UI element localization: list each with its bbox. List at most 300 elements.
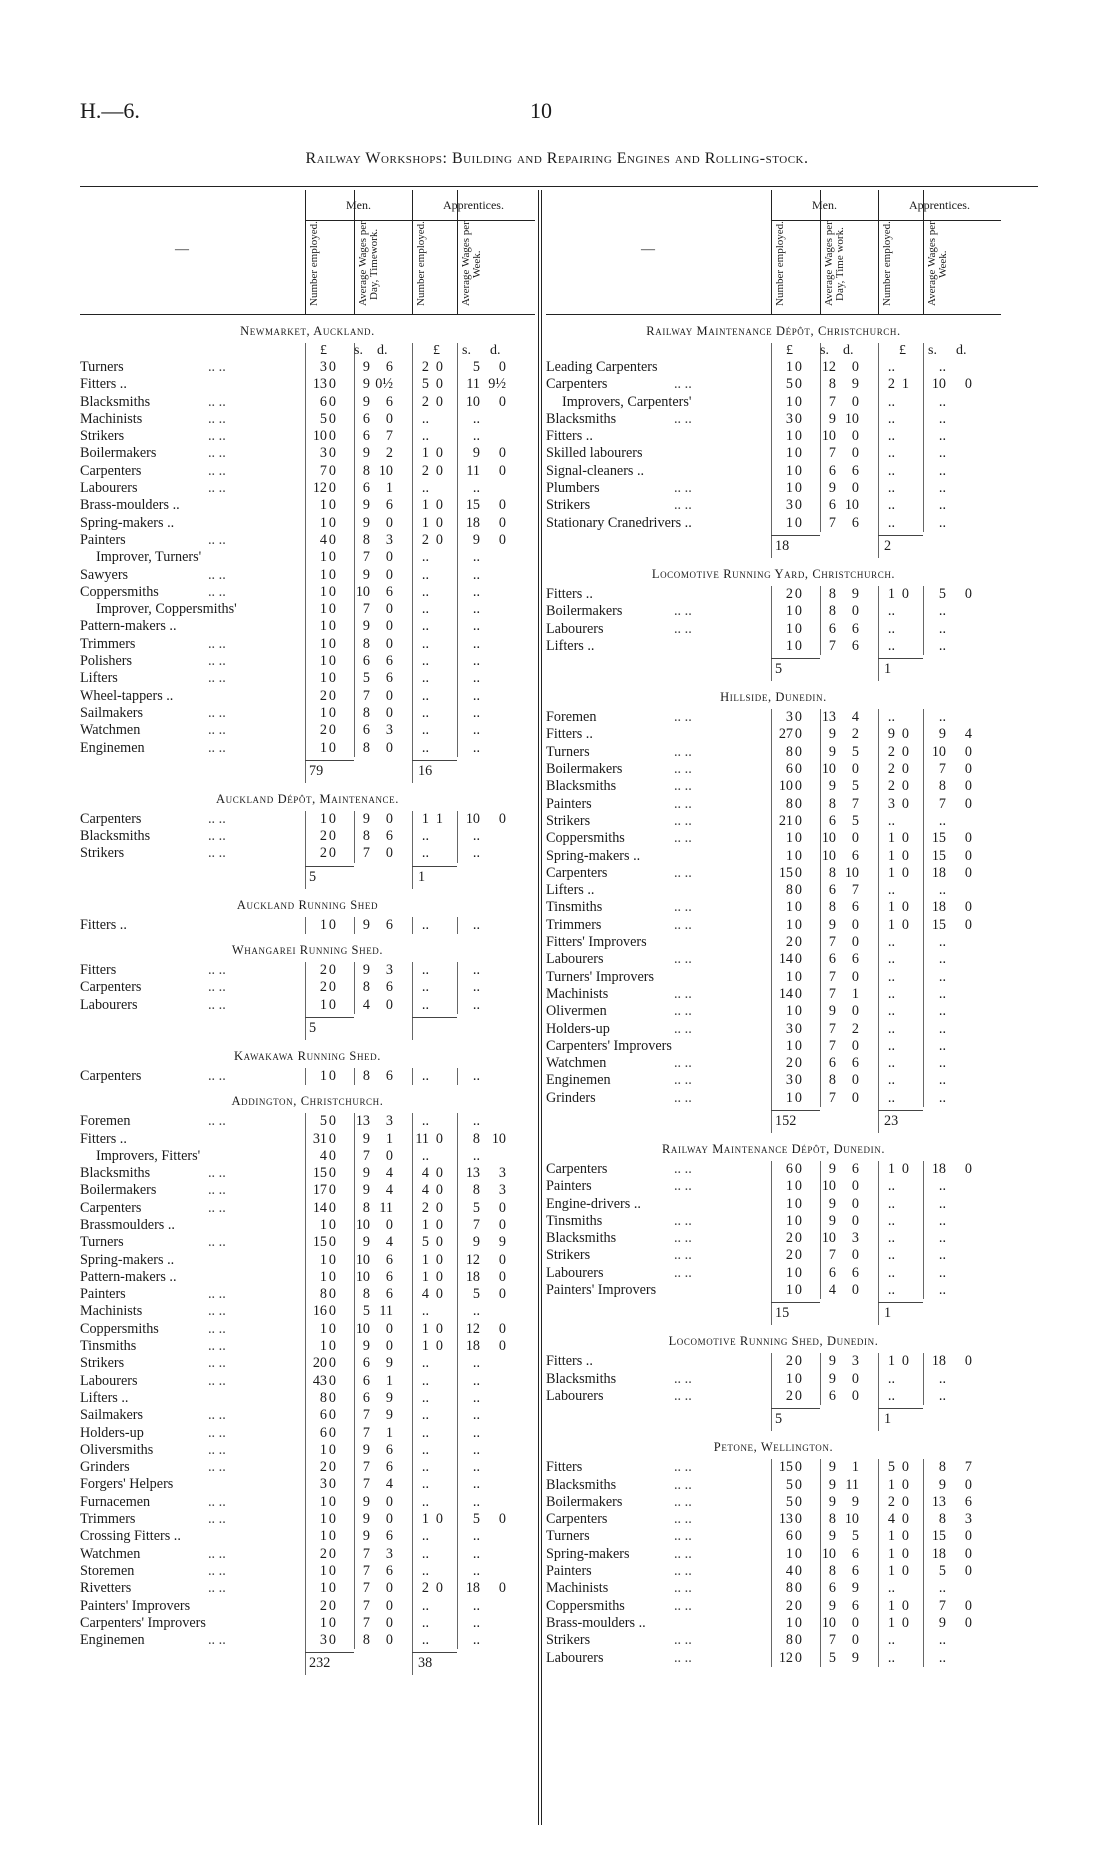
table-row: [80, 705, 535, 722]
apprentice-shillings: 5: [938, 1563, 946, 1580]
men-pence: 7: [385, 428, 393, 445]
men-pence: 6: [385, 393, 393, 410]
apprentice-shillings: 8: [938, 1459, 946, 1476]
apprentice-shillings: ..: [938, 620, 946, 637]
men-pence: 0: [385, 739, 393, 756]
apprentice-pence: 0: [964, 761, 972, 778]
trade-name: Forgers' Helpers: [80, 1476, 174, 1493]
men-pence: 7: [851, 795, 859, 812]
men-shillings: 7: [362, 1147, 370, 1164]
currency-units: [546, 343, 1001, 359]
men-shillings: 4: [362, 996, 370, 1013]
total-men: 5: [775, 661, 783, 678]
total-men: 5: [775, 1411, 783, 1428]
apprentice-pence: 0: [964, 864, 972, 881]
men-shillings: 8: [362, 1067, 370, 1084]
section-total: [80, 1649, 535, 1675]
apprentice-pence: 3: [498, 1182, 506, 1199]
trade-name: Lifters ..: [546, 637, 595, 654]
men-pence: 6: [851, 847, 859, 864]
men-shillings: 6: [362, 1355, 370, 1372]
men-count: 1: [785, 514, 793, 531]
table-row: [546, 638, 1001, 655]
section-title: Auckland Running Shed: [236, 897, 379, 912]
trade-name: Labourers: [546, 1264, 604, 1281]
table-row: [80, 1615, 535, 1632]
trade-name: Strikers: [546, 1632, 591, 1649]
table-row: [80, 1580, 535, 1597]
men-count: 1: [785, 1264, 793, 1281]
men-pence: 4: [851, 709, 859, 726]
table-row: [80, 428, 535, 445]
apprentice-number-header: Number employed.: [881, 221, 893, 307]
apprentice-pence: 3: [964, 1511, 972, 1528]
leader-dots: .. ..: [208, 1355, 226, 1372]
men-shillings: 7: [828, 1089, 836, 1106]
men-shillings: 9: [362, 1130, 370, 1147]
trade-name: Boilermakers: [546, 761, 623, 778]
men-shillings: 8: [362, 635, 370, 652]
men-shillings: 7: [828, 968, 836, 985]
men-pounds: 0: [794, 1632, 802, 1649]
table-section: [80, 783, 535, 889]
apprentice-shillings: ..: [938, 1632, 946, 1649]
table-row: [80, 1165, 535, 1182]
men-count: 1: [785, 1178, 793, 1195]
apprentice-shillings: 15: [931, 916, 946, 933]
men-pounds: 0: [794, 1614, 802, 1631]
men-shillings: 10: [355, 1268, 370, 1285]
apprentice-shillings: 5: [472, 1286, 480, 1303]
trade-name: Lifters ..: [546, 882, 595, 899]
men-pence: 6: [851, 1264, 859, 1281]
apprentice-count: 3: [887, 795, 895, 812]
men-shillings: 10: [821, 1614, 836, 1631]
men-pence: 0: [385, 1320, 393, 1337]
apprentice-shillings: 18: [465, 1580, 480, 1597]
men-count: 43: [312, 1372, 327, 1389]
table-row: [546, 480, 1001, 497]
section-body: [80, 811, 535, 863]
apprentice-count: 2: [421, 393, 429, 410]
men-pence: 3: [851, 1353, 859, 1370]
table-row: [546, 709, 1001, 726]
men-pounds: 0: [328, 1511, 336, 1528]
apprentice-count: ..: [887, 1370, 895, 1387]
leader-dots: .. ..: [674, 812, 692, 829]
apprentice-pence: 0: [964, 847, 972, 864]
table-row: [80, 1476, 535, 1493]
apprentice-shillings: 7: [938, 1597, 946, 1614]
table-row: [80, 1113, 535, 1130]
apprentice-shillings: ..: [938, 480, 946, 497]
trade-name: Tinsmiths: [546, 899, 603, 916]
men-pounds: 0: [328, 653, 336, 670]
men-pounds: 0: [794, 393, 802, 410]
trade-name: Turners: [546, 743, 590, 760]
apprentice-shillings: ..: [938, 1649, 946, 1666]
men-pounds: 0: [794, 1493, 802, 1510]
men-pounds: 0: [328, 1493, 336, 1510]
section-body: [546, 1353, 1001, 1405]
apprentice-count: ..: [421, 687, 429, 704]
leader-dots: .. ..: [208, 428, 226, 445]
men-pounds: 0: [328, 359, 336, 375]
men-count: 1: [319, 1067, 327, 1084]
table-row: [546, 1213, 1001, 1230]
trade-name: Brass-moulders ..: [80, 497, 180, 514]
men-pence: 1: [385, 480, 393, 497]
total-apprentices: 23: [884, 1112, 899, 1129]
apprentice-count: 1: [887, 1160, 895, 1177]
trade-name: Spring-makers ..: [80, 1251, 175, 1268]
men-pence: 0: [385, 687, 393, 704]
apprentice-shillings: ..: [472, 916, 480, 933]
men-pence: 2: [851, 1020, 859, 1037]
men-count: 6: [319, 1424, 327, 1441]
apprentice-count: ..: [887, 882, 895, 899]
apprentice-shillings: ..: [938, 812, 946, 829]
men-shillings: 9: [828, 1528, 836, 1545]
apprentice-count: 2: [421, 462, 429, 479]
men-shillings: 9: [828, 1493, 836, 1510]
men-count: 4: [319, 531, 327, 548]
trade-name: Boilermakers: [80, 1182, 157, 1199]
men-pence: 0: [851, 830, 859, 847]
men-pounds: 0: [328, 1372, 336, 1389]
apprentice-shillings: 18: [931, 1160, 946, 1177]
men-pence: 0: [385, 635, 393, 652]
total-men: 18: [775, 537, 790, 554]
men-pounds: 0: [328, 739, 336, 756]
table-row: [546, 1563, 1001, 1580]
apprentice-count: ..: [421, 1493, 429, 1510]
apprentice-pence: 0: [964, 1528, 972, 1545]
trade-name: Wheel-tappers ..: [80, 687, 174, 704]
men-pounds: 0: [794, 1178, 802, 1195]
table-row: [546, 394, 1001, 411]
apprentice-shillings: ..: [472, 670, 480, 687]
men-shillings: 9: [828, 1160, 836, 1177]
men-shillings: 8: [362, 704, 370, 721]
men-count: 8: [785, 1580, 793, 1597]
apprentice-shillings: ..: [938, 637, 946, 654]
table-row: [546, 1632, 1001, 1649]
men-shillings: 10: [821, 847, 836, 864]
trade-name: Blacksmiths: [546, 1476, 617, 1493]
apprentice-shillings: ..: [938, 1089, 946, 1106]
men-shillings: 7: [362, 1562, 370, 1579]
trade-name: Strikers: [546, 1247, 591, 1264]
table-row: [546, 1282, 1001, 1299]
leader-dots: .. ..: [208, 979, 226, 996]
table-row: [80, 1355, 535, 1372]
table-row: [546, 515, 1001, 532]
trade-name: Carpenters: [80, 1199, 142, 1216]
men-wages-header: Average Wages per Day, Timework.: [357, 221, 380, 307]
table-section: [546, 558, 1001, 681]
trade-name: Carpenters: [546, 376, 608, 393]
men-pence: 0: [385, 549, 393, 566]
men-count: 1: [319, 996, 327, 1013]
apprentice-shillings: 9: [938, 726, 946, 743]
apprentice-shillings: ..: [472, 480, 480, 497]
men-pence: 9: [851, 376, 859, 393]
section-title: Railway Maintenance Dépôt, Dunedin.: [661, 1141, 886, 1156]
men-shillings: 9: [362, 566, 370, 583]
men-count: 8: [785, 882, 793, 899]
table-row: [80, 962, 535, 979]
apprentice-count: 4: [421, 1165, 429, 1182]
men-pence: 10: [844, 410, 859, 427]
men-shillings: 9: [362, 497, 370, 514]
men-count: 1: [319, 1511, 327, 1528]
leader-dots: .. ..: [674, 1649, 692, 1666]
men-pounds: 0: [794, 968, 802, 985]
apprentice-pounds: 0: [435, 462, 443, 479]
men-pounds: 0: [794, 1037, 802, 1054]
apprentice-count: ..: [421, 653, 429, 670]
table-row: [546, 1650, 1001, 1667]
men-pounds: 0: [328, 1234, 336, 1251]
table-row: [546, 586, 1001, 603]
apprentice-shillings: 10: [931, 743, 946, 760]
men-pounds: 0: [328, 462, 336, 479]
trade-name: Sawyers: [80, 566, 129, 583]
table-section: [80, 1085, 535, 1675]
men-count: 1: [319, 1614, 327, 1631]
men-count: 1: [319, 1338, 327, 1355]
men-count: 1: [785, 1195, 793, 1212]
apprentice-pence: 0: [964, 1353, 972, 1370]
table-row: [80, 463, 535, 480]
men-pounds: 0: [794, 1563, 802, 1580]
apprentice-count: ..: [887, 1282, 895, 1299]
men-pounds: 0: [328, 1441, 336, 1458]
table-row: [80, 549, 535, 566]
apprentice-pounds: 0: [435, 531, 443, 548]
trade-name: Fitters ..: [546, 585, 593, 602]
table-row: [546, 1494, 1001, 1511]
apprentice-shillings: ..: [938, 603, 946, 620]
apprentice-shillings: ..: [472, 828, 480, 845]
men-pounds: 0: [794, 899, 802, 916]
apprentice-shillings: 15: [931, 830, 946, 847]
trade-name: Fitters ..: [80, 1130, 127, 1147]
men-shillings: 9: [362, 618, 370, 635]
men-shillings: 10: [355, 1251, 370, 1268]
apprentice-shillings: ..: [938, 882, 946, 899]
leader-dots: .. ..: [208, 1545, 226, 1562]
apprentice-pounds: 0: [435, 514, 443, 531]
apprentice-pence: 0: [498, 1511, 506, 1528]
apprentice-shillings: ..: [472, 635, 480, 652]
apprentice-count: 1: [421, 497, 429, 514]
apprentice-count: ..: [421, 1459, 429, 1476]
apprentice-pence: 0: [498, 359, 506, 375]
men-shillings: 9: [828, 726, 836, 743]
apprentice-shillings: 7: [938, 795, 946, 812]
unit-shilling: s.: [820, 343, 829, 358]
table-row: [80, 1338, 535, 1355]
men-pounds: 0: [328, 601, 336, 618]
apprentice-pounds: 0: [435, 497, 443, 514]
leader-dots: .. ..: [208, 359, 226, 375]
men-shillings: 6: [828, 951, 836, 968]
apprentice-pounds: 0: [901, 1545, 909, 1562]
men-shillings: 10: [355, 1216, 370, 1233]
men-pounds: 0: [328, 566, 336, 583]
apprentice-shillings: ..: [472, 1303, 480, 1320]
unit-pound: £: [320, 343, 327, 358]
men-count: 1: [319, 583, 327, 600]
apprentice-shillings: 11: [466, 462, 480, 479]
table-section: [80, 934, 535, 1040]
trade-name: Labourers: [546, 1649, 604, 1666]
leader-dots: .. ..: [208, 410, 226, 427]
trade-name: Blacksmiths: [546, 778, 617, 795]
page-code: H.—6.: [80, 98, 140, 123]
trade-name: Pattern-makers ..: [80, 618, 177, 635]
section-total: [546, 1405, 1001, 1431]
trade-name: Labourers: [80, 996, 138, 1013]
apprentice-pence: 0: [498, 1216, 506, 1233]
apprentice-shillings: ..: [472, 601, 480, 618]
apprentice-pounds: 0: [901, 864, 909, 881]
apprentice-count: ..: [887, 1020, 895, 1037]
table-row: [546, 1021, 1001, 1038]
table-row: [546, 603, 1001, 620]
men-pounds: 0: [328, 1597, 336, 1614]
apprentice-count: ..: [421, 722, 429, 739]
leader-dots: .. ..: [208, 462, 226, 479]
apprentice-shillings: ..: [938, 1055, 946, 1072]
apprentice-pounds: 0: [435, 359, 443, 375]
leader-dots: .. ..: [674, 1264, 692, 1281]
table-row: [546, 865, 1001, 882]
men-pounds: 0: [794, 761, 802, 778]
section-title: Petone, Wellington.: [713, 1440, 834, 1455]
men-shillings: 8: [362, 979, 370, 996]
apprentice-shillings: ..: [472, 1355, 480, 1372]
men-count: 1: [319, 1493, 327, 1510]
apprentice-shillings: 8: [472, 1130, 480, 1147]
table-row: [546, 813, 1001, 830]
apprentice-shillings: ..: [472, 1632, 480, 1649]
men-pounds: 0: [328, 1067, 336, 1084]
men-count: 1: [785, 916, 793, 933]
apprentice-pence: 0: [498, 514, 506, 531]
apprentice-wages-header: Average Wages per Week.: [926, 221, 949, 307]
men-count: 1: [785, 1282, 793, 1299]
men-count: 1: [319, 810, 327, 827]
apprentice-shillings: ..: [472, 410, 480, 427]
apprentice-shillings: ..: [938, 1072, 946, 1089]
men-pence: 6: [385, 359, 393, 375]
men-pounds: 0: [794, 916, 802, 933]
table-row: [546, 917, 1001, 934]
trade-name: Fitters ..: [546, 428, 593, 445]
apprentice-pence: 0: [964, 1563, 972, 1580]
men-shillings: 6: [362, 410, 370, 427]
apprentice-count: ..: [887, 393, 895, 410]
men-pounds: 0: [794, 445, 802, 462]
apprentice-shillings: ..: [472, 1147, 480, 1164]
leader-dots: .. ..: [674, 1632, 692, 1649]
men-count: 6: [319, 1407, 327, 1424]
men-count: 5: [319, 1113, 327, 1130]
trade-name: Grinders: [546, 1089, 596, 1106]
men-pence: 6: [385, 1067, 393, 1084]
apprentice-shillings: 18: [931, 1545, 946, 1562]
trade-name: Improvers, Fitters': [96, 1147, 201, 1164]
apprentice-count: 1: [887, 1476, 895, 1493]
apprentice-count: 2: [887, 1493, 895, 1510]
men-pence: 0: [851, 1387, 859, 1404]
men-shillings: 10: [821, 1178, 836, 1195]
men-pounds: 0: [328, 1562, 336, 1579]
apprentice-count: ..: [421, 480, 429, 497]
section-body: [546, 1459, 1001, 1667]
men-pence: 0: [385, 1493, 393, 1510]
men-pence: 6: [385, 1268, 393, 1285]
apprentice-shillings: 9: [472, 445, 480, 462]
trade-name: Fitters: [546, 1459, 583, 1476]
apprentice-count: 2: [421, 1580, 429, 1597]
apprentice-count: ..: [421, 670, 429, 687]
men-shillings: 7: [362, 1580, 370, 1597]
men-count: 5: [785, 1476, 793, 1493]
apprentice-shillings: ..: [472, 722, 480, 739]
trade-name: Strikers: [546, 812, 591, 829]
trade-name: Painters' Improvers: [80, 1597, 191, 1614]
table-row: [80, 740, 535, 757]
apprentice-count: ..: [887, 934, 895, 951]
leader-dots: .. ..: [208, 1424, 226, 1441]
men-pounds: 0: [328, 1355, 336, 1372]
men-count: 5: [785, 1493, 793, 1510]
table-row: [546, 1003, 1001, 1020]
trade-name: Spring-makers ..: [546, 847, 641, 864]
leader-dots: .. ..: [208, 1303, 226, 1320]
men-pence: 0: [851, 916, 859, 933]
men-pence: 0: [385, 1216, 393, 1233]
men-shillings: 12: [821, 359, 836, 375]
left-column: [80, 190, 535, 1675]
table-row: [546, 1353, 1001, 1370]
apprentice-count: ..: [887, 985, 895, 1002]
men-count: 14: [312, 1199, 327, 1216]
trade-name: Coppersmiths: [546, 830, 625, 847]
apprentice-unit-shilling: s.: [928, 343, 937, 358]
men-pounds: 0: [328, 1130, 336, 1147]
trade-name: Turners: [546, 1528, 590, 1545]
leader-dots: .. ..: [208, 583, 226, 600]
apprentice-pence: 9: [498, 1234, 506, 1251]
apprentice-pence: 0: [964, 1160, 972, 1177]
apprentice-count: ..: [421, 1545, 429, 1562]
men-pence: 0: [851, 1089, 859, 1106]
apprentice-shillings: ..: [938, 1212, 946, 1229]
section-total: [80, 757, 535, 783]
men-pence: 1: [385, 1424, 393, 1441]
men-count: 1: [785, 968, 793, 985]
men-pounds: 0: [328, 670, 336, 687]
apprentice-count: 2: [421, 1199, 429, 1216]
men-shillings: 9: [362, 1493, 370, 1510]
table-row: [546, 1196, 1001, 1213]
men-pence: 6: [851, 637, 859, 654]
